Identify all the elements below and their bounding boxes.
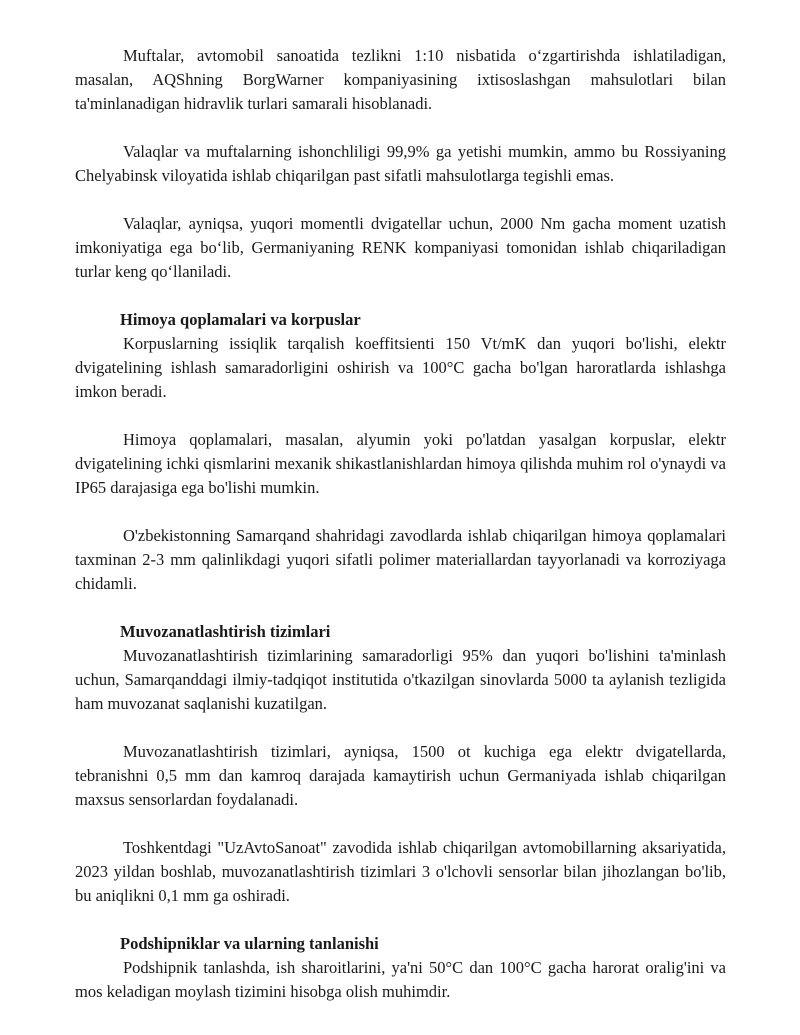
paragraph: Valaqlar, ayniqsa, yuqori momentli dvigatellar uchun, 2000 Nm gacha moment uzatish imkoniyatiga ega bo‘lib, Germaniyaning RENK kompaniyasi tomonidan ishlab chiqariladigan turlar keng qo‘llaniladi. xyxy=(75,214,726,281)
paragraph: Toshkentdagi "UzAvtoSanoat" zavodida ishlab chiqarilgan avtomobillarning aksariyatida, 2023 yildan boshlab, muvozanatlashtirish tizimlari 3 o'lchovli sensorlar bilan jihozlangan bo'lib, bu aniqlikni 0,1 mm ga oshiradi. xyxy=(75,838,726,905)
paragraph: Podshipnik tanlashda, ish sharoitlarini, ya'ni 50°C dan 100°C gacha harorat oralig'ini va mos keladigan moylash tizimini hisobga olish muhimdir. xyxy=(75,958,726,1001)
section-himoya-qoplamalari xyxy=(75,308,726,596)
paragraph: Muvozanatlashtirish tizimlari, ayniqsa, 1500 ot kuchiga ega elektr dvigatellarda, tebranishni 0,5 mm dan kamroq darajada kamaytirish uchun Germaniyada ishlab chiqarilgan maxsus sensorlardan foydalanadi. xyxy=(75,742,726,809)
paragraph: Muftalar, avtomobil sanoatida tezlikni 1:10 nisbatida o‘zgartirishda ishlatiladigan, masalan, AQShning BorgWarner kompaniyasining ixtisoslashgan mahsulotlari bilan ta'minlanadigan hidravlik turlari samarali hisoblanadi. xyxy=(75,46,726,113)
section-podshipniklar xyxy=(75,932,726,1004)
section-muvozanatlashtirish xyxy=(75,620,726,908)
paragraph: Himoya qoplamalari, masalan, alyumin yoki po'latdan yasalgan korpuslar, elektr dvigatelining ichki qismlarini mexanik shikastlanishlardan himoya qilishda muhim rol o'ynaydi va IP65 darajasiga ega bo'lishi mumkin. xyxy=(75,430,726,497)
section-heading: Podshipniklar va ularning tanlanishi xyxy=(120,934,379,953)
paragraph: Muvozanatlashtirish tizimlarining samaradorligi 95% dan yuqori bo'lishini ta'minlash uchun, Samarqanddagi ilmiy-tadqiqot institutida o'tkazilgan sinovlarda 5000 ta aylanish tezligida ham muvozanat saqlanishi kuzatilgan. xyxy=(75,646,726,713)
section-heading: Himoya qoplamalari va korpuslar xyxy=(120,310,361,329)
paragraph: O'zbekistonning Samarqand shahridagi zavodlarda ishlab chiqarilgan himoya qoplamalari taxminan 2-3 mm qalinlikdagi yuqori sifatli polimer materiallardan tayyorlanadi va korroziyaga chidamli. xyxy=(75,526,726,593)
paragraph: Valaqlar va muftalarning ishonchliligi 99,9% ga yetishi mumkin, ammo bu Rossiyaning Chelyabinsk viloyatida ishlab chiqarilgan past sifatli mahsulotlarga tegishli emas. xyxy=(75,142,726,185)
paragraph: Korpuslarning issiqlik tarqalish koeffitsienti 150 Vt/mK dan yuqori bo'lishi, elektr dvigatelining ishlash samaradorligini oshirish va 100°C gacha bo'lgan haroratlarda ishlashga imkon beradi. xyxy=(75,334,726,401)
section-heading: Muvozanatlashtirish tizimlari xyxy=(120,622,331,641)
